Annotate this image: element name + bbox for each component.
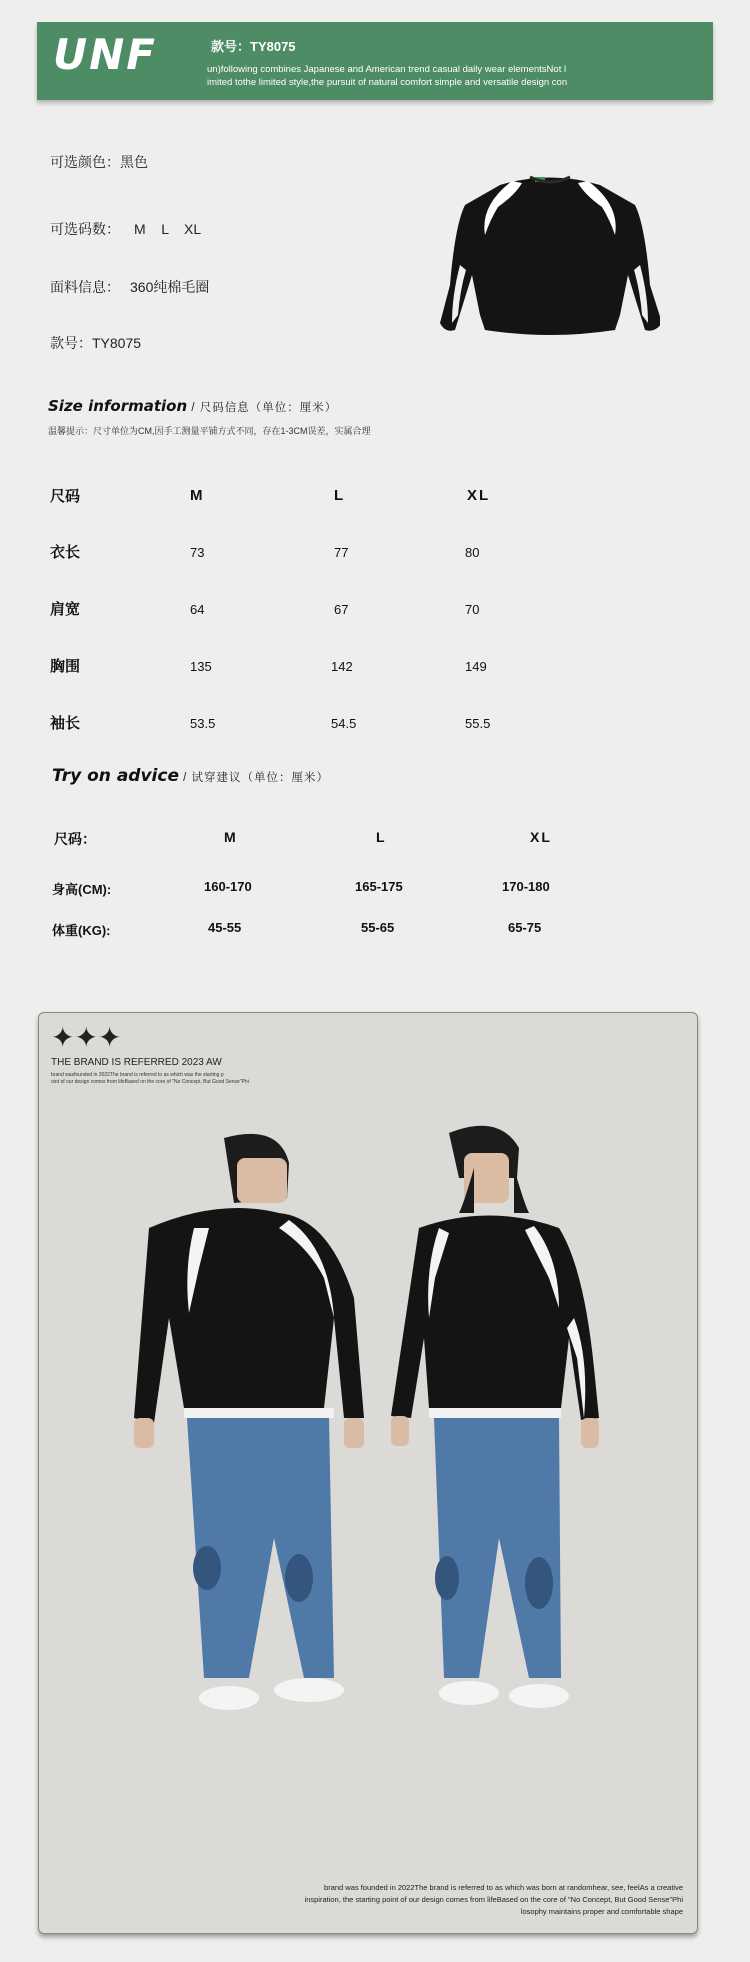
size-value: 54.5 [331,716,357,731]
size-options-label: 可选码数： [50,221,120,237]
advice-value: 55-65 [361,920,395,935]
size-row-label: 衣长 [50,544,81,561]
size-hint: 温馨提示：尺寸单位为CM,因手工测量平铺方式不同，存在1-3CM误差，实属合理 [48,426,371,436]
style-code-value: TY8075 [92,335,142,351]
left-model [134,1134,364,1710]
sparkle-stars-icon: ✦✦✦ [51,1022,122,1053]
size-table-header: M [190,487,203,504]
advice-value: 65-75 [508,920,542,935]
fabric-value: 360纯棉毛圈 [130,279,210,295]
brand-small-text: oint of our design comes from lifeBased on the core of "No Concept, But Good Sense"Phi [51,1079,249,1085]
size-info-title-en: Size information [48,397,188,415]
size-value: 135 [190,659,212,674]
size-value: 142 [331,659,353,674]
header-banner [37,22,713,100]
brand-heading: THE BRAND IS REFERRED 2023 AW [51,1057,222,1068]
banner-product-code: 款号：TY8075 [211,39,296,54]
size-row-label: 胸围 [50,658,81,675]
size-info-title-cn: / 尺码信息（单位：厘米） [187,402,338,414]
style-code-info [50,333,141,353]
advice-title-cn: / 试穿建议（单位：厘米） [178,772,330,784]
color-label: 可选颜色： [50,154,120,170]
advice-table-header: M [224,829,236,845]
fabric-info [50,277,209,297]
size-value: 53.5 [190,716,216,731]
size-value: 64 [190,602,205,617]
brand-small-text: brand wasfounded in 2022The brand is referred to as which was the starting p [51,1072,224,1078]
size-table-header: L [334,487,344,504]
model-photo [129,1118,609,1838]
advice-title [52,766,329,786]
fabric-label: 面料信息： [50,279,120,295]
size-row-label: 袖长 [50,715,81,732]
size-value: 149 [465,659,487,674]
banner-description-line: imited tothe limited style,the pursuit of natural comfort simple and versatile design con [207,77,568,88]
model-photo-frame [38,1012,698,1934]
brand-logo: UNF [53,30,157,79]
size-table-header: XL [467,487,491,504]
size-value: 70 [465,602,480,617]
advice-row-label: 体重(KG): [52,923,111,938]
size-value: 80 [465,545,480,560]
size-value: 55.5 [465,716,491,731]
banner-description-line: un)following combines Japanese and American trend casual daily wear elementsNot l [207,64,567,75]
size-table-header: 尺码 [50,488,81,505]
advice-title-en: Try on advice [52,766,179,786]
size-options-value: M L XL [134,221,202,237]
size-row-label: 肩宽 [50,601,81,618]
advice-value: 165-175 [355,879,403,894]
color-info [50,152,148,172]
size-value: 67 [334,602,349,617]
size-value: 77 [334,545,349,560]
size-info-title [48,397,337,416]
brand-footer-text: brand was founded in 2022The brand is referred to as which was born at randomhear, see, feelAs a creative [324,1883,683,1892]
size-value: 73 [190,545,205,560]
right-model [391,1126,599,1708]
size-options-info [50,219,201,239]
advice-row-label: 身高(CM): [52,882,112,897]
advice-value: 160-170 [204,879,252,894]
brand-footer-text: losophy maintains proper and comfortable shape [520,1907,683,1916]
sweatshirt-product-image [440,165,660,347]
brand-footer-text: inspiration, the starting point of our design comes from lifeBased on the core of "No Concept, But Good Sense"Phi [304,1895,683,1904]
advice-table-header: L [376,829,385,845]
advice-value: 45-55 [208,920,242,935]
advice-table-header: 尺码： [54,831,96,847]
color-value: 黑色 [120,154,148,170]
advice-table-header: XL [530,829,552,845]
advice-value: 170-180 [502,879,550,894]
style-code-label: 款号： [50,335,92,351]
